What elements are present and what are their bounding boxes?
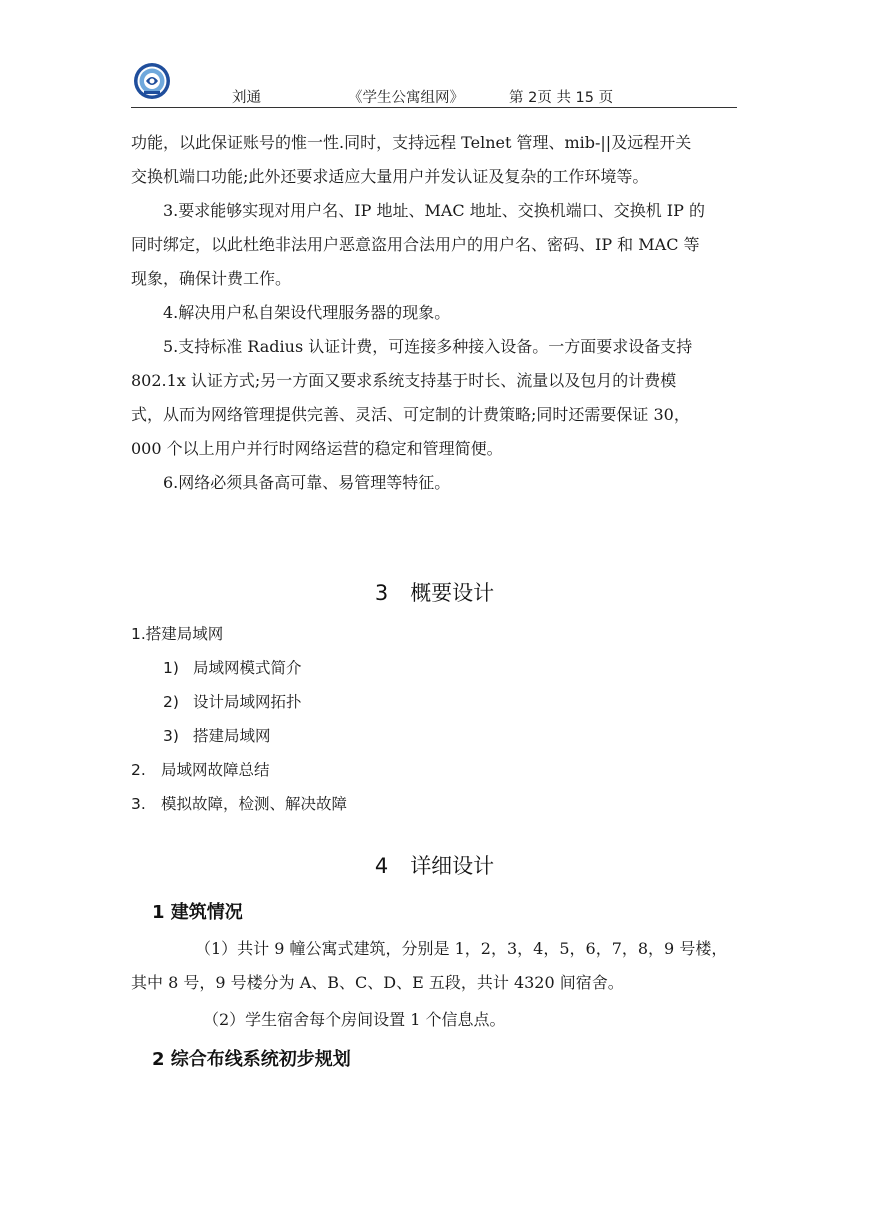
section-4-title (0, 850, 869, 880)
text-line: 6.网络必须具备高可靠、易管理等特征。 (163, 473, 451, 492)
outline-subitem (163, 690, 302, 712)
outline-item (131, 758, 270, 780)
outline-number: 3. (131, 795, 146, 813)
outline-text: 局域网模式简介 (193, 659, 302, 677)
outline-text: 搭建局域网 (145, 625, 224, 643)
outline-item (131, 792, 347, 814)
paragraph-item-5 (131, 330, 737, 466)
outline-subitem (163, 724, 271, 746)
outline-text: 局域网故障总结 (161, 761, 270, 779)
text-line: 交换机端口功能;此外还要求适应大量用户并发认证及复杂的工作环境等。 (131, 167, 649, 186)
header-page-info: 第 2页 共 15 页 (509, 90, 614, 106)
paragraph-continuation (131, 126, 737, 194)
text-line: 5.支持标准 Radius 认证计费，可连接多种接入设备。一方面要求设备支持 (163, 337, 693, 356)
outline-text: 搭建局域网 (193, 727, 271, 745)
text-line: 3.要求能够实现对用户名、IP 地址、MAC 地址、交换机端口、交换机 IP 的 (163, 201, 705, 220)
paragraph-item-3 (131, 194, 737, 296)
text-line: 功能，以此保证账号的惟一性.同时，支持远程 Telnet 管理、mib-||及远程开关 (131, 133, 692, 152)
paragraph-info-points (131, 1003, 737, 1037)
university-logo-icon (133, 62, 171, 100)
outline-item (131, 622, 223, 644)
text-line: 802.1x 认证方式;另一方面又要求系统支持基于时长、流量以及包月的计费模 (131, 371, 677, 390)
outline-number: 1) (163, 659, 179, 677)
outline-number: 3) (163, 727, 179, 745)
outline-text: 设计局域网拓扑 (193, 693, 302, 711)
text-line: 其中 8 号，9 号楼分为 A、B、C、D、E 五段，共计 4320 间宿舍。 (131, 973, 624, 992)
outline-subitem (163, 656, 302, 678)
paragraph-item-4 (131, 296, 737, 330)
text-line: 现象，确保计费工作。 (131, 269, 292, 288)
text-line: 式，从而为网络管理提供完善、灵活、可定制的计费策略;同时还需要保证 30， (131, 405, 690, 424)
paragraph-item-6 (131, 466, 737, 500)
header-author: 刘通 (232, 90, 261, 106)
text-line: 同时绑定，以此杜绝非法用户恶意盗用合法用户的用户名、密码、IP 和 MAC 等 (131, 235, 700, 254)
section-title-text: 详细设计 (410, 854, 495, 878)
subsection-title: 1 建筑情况 (152, 902, 243, 923)
header-divider (131, 107, 737, 108)
section-3-title (0, 577, 869, 607)
paragraph-buildings (131, 932, 737, 1000)
text-line: 000 个以上用户并行时网络运营的稳定和管理简便。 (131, 439, 503, 458)
section-title-text: 概要设计 (410, 581, 495, 605)
text-line: （1）共计 9 幢公寓式建筑，分别是 1，2，3，4，5，6，7，8，9 号楼， (195, 939, 728, 958)
subsection-title: 2 综合布线系统初步规划 (152, 1049, 351, 1070)
text-line: （2）学生宿舍每个房间设置 1 个信息点。 (203, 1010, 506, 1029)
outline-number: 2) (163, 693, 179, 711)
header-title: 《学生公寓组网》 (348, 90, 464, 106)
outline-number: 2. (131, 761, 146, 779)
section-number: 3 (374, 581, 389, 605)
outline-text: 模拟故障，检测、解决故障 (161, 795, 348, 813)
section-number: 4 (374, 854, 389, 878)
text-line: 4.解决用户私自架设代理服务器的现象。 (163, 303, 451, 322)
outline-number: 1. (131, 625, 146, 643)
